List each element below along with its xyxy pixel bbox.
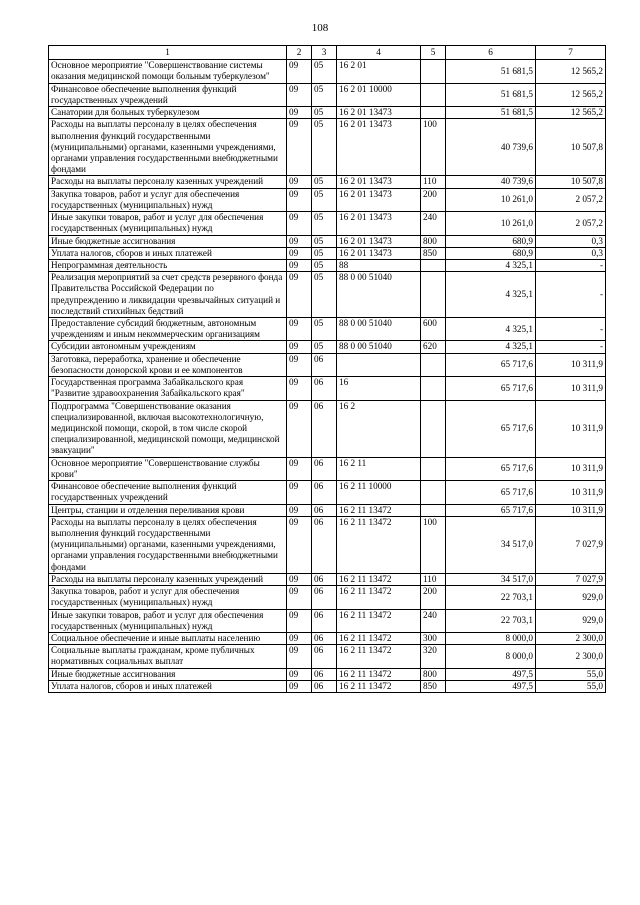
row-section: 09 [287,504,312,516]
row-target-item: 16 2 11 13472 [337,516,421,573]
row-section: 09 [287,586,312,609]
row-name: Расходы на выплаты персоналу в целях обеспечения выполнения функций государственными (муниципальными) органами, казенными учреждениями, органами управления государственными внебюджетными фондами [49,516,287,573]
row-target-item: 16 2 01 13473 [337,188,421,211]
row-target-item: 16 2 11 13472 [337,680,421,692]
row-expense-type: 100 [421,516,446,573]
row-expense-type [421,353,446,376]
row-expense-type: 100 [421,119,446,176]
table-row [49,632,606,644]
row-amount-2020: 2 300,0 [536,645,606,668]
row-amount-2019: 22 703,1 [446,609,536,632]
row-subsection: 05 [312,247,337,259]
row-section: 09 [287,341,312,353]
row-subsection: 05 [312,176,337,188]
row-expense-type: 800 [421,668,446,680]
row-section: 09 [287,668,312,680]
row-expense-type: 110 [421,176,446,188]
table-row [49,176,606,188]
row-expense-type: 200 [421,188,446,211]
row-amount-2019: 65 717,6 [446,481,536,504]
row-name: Государственная программа Забайкальского края "Развитие здравоохранения Забайкальского края" [49,377,287,400]
row-expense-type [421,60,446,83]
row-subsection: 06 [312,504,337,516]
row-amount-2019: 51 681,5 [446,107,536,119]
table-row [49,573,606,585]
page-number: 108 [311,22,329,34]
row-expense-type: 850 [421,680,446,692]
table-row [49,235,606,247]
row-target-item [337,353,421,376]
row-amount-2019: 40 739,6 [446,119,536,176]
row-amount-2019: 10 261,0 [446,212,536,235]
row-section: 09 [287,632,312,644]
row-section: 09 [287,60,312,83]
row-section: 09 [287,457,312,480]
row-amount-2019: 65 717,6 [446,504,536,516]
row-amount-2020: 2 057,2 [536,188,606,211]
row-name: Закупка товаров, работ и услуг для обеспечения государственных (муниципальных) нужд [49,586,287,609]
row-section: 09 [287,400,312,457]
row-target-item: 88 0 00 51040 [337,341,421,353]
row-name: Основное мероприятие "Совершенствование системы оказания медицинской помощи больным туберкулезом" [49,60,287,83]
row-name: Закупка товаров, работ и услуг для обеспечения государственных (муниципальных) нужд [49,188,287,211]
row-target-item: 16 [337,377,421,400]
row-expense-type [421,400,446,457]
row-subsection: 05 [312,341,337,353]
row-amount-2020: 10 311,9 [536,504,606,516]
row-section: 09 [287,609,312,632]
row-target-item: 16 2 11 10000 [337,481,421,504]
header-cell: 3 [312,46,337,60]
row-subsection: 06 [312,586,337,609]
row-target-item: 16 2 01 13473 [337,119,421,176]
table-row [49,481,606,504]
row-expense-type: 300 [421,632,446,644]
table-row [49,645,606,668]
row-name: Расходы на выплаты персоналу казенных учреждений [49,573,287,585]
row-amount-2019: 34 517,0 [446,516,536,573]
row-amount-2020: 7 027,9 [536,516,606,573]
row-amount-2020: 55,0 [536,668,606,680]
row-expense-type: 800 [421,235,446,247]
row-expense-type: 600 [421,318,446,341]
row-amount-2020: 10 311,9 [536,400,606,457]
row-section: 09 [287,516,312,573]
table-row [49,680,606,692]
table-row [49,377,606,400]
row-subsection: 05 [312,107,337,119]
row-target-item: 16 2 11 13472 [337,609,421,632]
row-section: 09 [287,247,312,259]
row-name: Непрограммная деятельность [49,259,287,271]
header-cell: 7 [536,46,606,60]
row-expense-type [421,259,446,271]
row-amount-2019: 51 681,5 [446,83,536,106]
row-subsection: 05 [312,318,337,341]
row-amount-2020: 12 565,2 [536,83,606,106]
row-name: Иные закупки товаров, работ и услуг для обеспечения государственных (муниципальных) нужд [49,212,287,235]
row-amount-2020: 10 507,8 [536,119,606,176]
table-row [49,60,606,83]
row-expense-type [421,83,446,106]
row-amount-2019: 10 261,0 [446,188,536,211]
row-name: Уплата налогов, сборов и иных платежей [49,680,287,692]
row-section: 09 [287,573,312,585]
row-amount-2020: 7 027,9 [536,573,606,585]
row-section: 09 [287,119,312,176]
row-name: Центры, станции и отделения переливания крови [49,504,287,516]
table-row [49,247,606,259]
row-name: Финансовое обеспечение выполнения функций государственных учреждений [49,481,287,504]
row-expense-type: 320 [421,645,446,668]
row-amount-2020: - [536,259,606,271]
row-expense-type [421,377,446,400]
row-section: 09 [287,107,312,119]
table-row [49,353,606,376]
table-row [49,188,606,211]
row-section: 09 [287,353,312,376]
row-subsection: 06 [312,680,337,692]
header-cell: 1 [49,46,287,60]
row-subsection: 05 [312,188,337,211]
table-row [49,668,606,680]
row-subsection: 05 [312,272,337,318]
row-amount-2020: 929,0 [536,586,606,609]
header-cell: 5 [421,46,446,60]
row-expense-type: 620 [421,341,446,353]
row-amount-2020: 10 507,8 [536,176,606,188]
row-subsection: 05 [312,212,337,235]
row-name: Предоставление субсидий бюджетным, автономным учреждениям и иным некоммерческим организациям [49,318,287,341]
row-subsection: 05 [312,119,337,176]
table-body [49,60,606,693]
table-row [49,516,606,573]
row-subsection: 06 [312,481,337,504]
row-name: Иные бюджетные ассигнования [49,235,287,247]
row-target-item: 16 2 11 13472 [337,573,421,585]
row-subsection: 06 [312,457,337,480]
row-amount-2019: 51 681,5 [446,60,536,83]
row-amount-2019: 65 717,6 [446,353,536,376]
row-name: Иные бюджетные ассигнования [49,668,287,680]
row-amount-2019: 497,5 [446,680,536,692]
row-amount-2019: 34 517,0 [446,573,536,585]
table-row [49,504,606,516]
row-section: 09 [287,259,312,271]
row-amount-2020: 2 057,2 [536,212,606,235]
row-amount-2019: 497,5 [446,668,536,680]
row-name: Санатории для больных туберкулезом [49,107,287,119]
row-target-item: 88 [337,259,421,271]
row-amount-2020: 0,3 [536,247,606,259]
row-target-item: 16 2 01 13473 [337,235,421,247]
row-subsection: 06 [312,516,337,573]
table-row [49,259,606,271]
row-expense-type [421,504,446,516]
row-target-item: 16 2 [337,400,421,457]
row-section: 09 [287,481,312,504]
table-row [49,83,606,106]
row-amount-2019: 680,9 [446,247,536,259]
table-row [49,400,606,457]
row-amount-2020: 10 311,9 [536,377,606,400]
header-cell: 2 [287,46,312,60]
table-row [49,119,606,176]
row-section: 09 [287,318,312,341]
row-target-item: 88 0 00 51040 [337,318,421,341]
row-expense-type [421,107,446,119]
row-name: Субсидии автономным учреждениям [49,341,287,353]
table-row [49,457,606,480]
row-name: Социальное обеспечение и иные выплаты населению [49,632,287,644]
row-subsection: 06 [312,400,337,457]
row-name: Подпрограмма "Совершенствование оказания специализированной, включая высокотехнологичную, медицинской помощи, скорой, в том числе скорой специализированной, медицинской помощи, медицинской эвакуации" [49,400,287,457]
row-name: Основное мероприятие "Совершенствование службы крови" [49,457,287,480]
row-amount-2019: 22 703,1 [446,586,536,609]
row-amount-2019: 4 325,1 [446,318,536,341]
row-section: 09 [287,212,312,235]
row-subsection: 06 [312,632,337,644]
row-amount-2020: 929,0 [536,609,606,632]
row-section: 09 [287,235,312,247]
row-target-item: 16 2 01 13473 [337,176,421,188]
row-amount-2020: 12 565,2 [536,107,606,119]
row-amount-2019: 4 325,1 [446,259,536,271]
table-row [49,609,606,632]
row-target-item: 16 2 11 13472 [337,645,421,668]
row-subsection: 05 [312,259,337,271]
row-expense-type [421,457,446,480]
row-target-item: 16 2 11 [337,457,421,480]
row-amount-2020: 10 311,9 [536,353,606,376]
row-target-item: 88 0 00 51040 [337,272,421,318]
row-target-item: 16 2 01 10000 [337,83,421,106]
row-amount-2020: 10 311,9 [536,481,606,504]
row-expense-type: 240 [421,212,446,235]
row-amount-2019: 65 717,6 [446,377,536,400]
row-subsection: 05 [312,83,337,106]
row-amount-2019: 4 325,1 [446,272,536,318]
row-subsection: 06 [312,645,337,668]
row-name: Заготовка, переработка, хранение и обеспечение безопасности донорской крови и ее компонентов [49,353,287,376]
row-section: 09 [287,83,312,106]
row-section: 09 [287,188,312,211]
row-target-item: 16 2 11 13472 [337,632,421,644]
row-amount-2020: 12 565,2 [536,60,606,83]
header-cell: 6 [446,46,536,60]
table-row [49,272,606,318]
row-amount-2020: 55,0 [536,680,606,692]
row-target-item: 16 2 01 13473 [337,247,421,259]
row-subsection: 06 [312,573,337,585]
row-subsection: 06 [312,609,337,632]
row-amount-2019: 4 325,1 [446,341,536,353]
row-expense-type: 850 [421,247,446,259]
row-expense-type: 200 [421,586,446,609]
row-amount-2019: 680,9 [446,235,536,247]
row-name: Социальные выплаты гражданам, кроме публичных нормативных социальных выплат [49,645,287,668]
row-name: Иные закупки товаров, работ и услуг для обеспечения государственных (муниципальных) нужд [49,609,287,632]
table-row [49,212,606,235]
table-header-row [49,46,606,60]
row-amount-2020: 10 311,9 [536,457,606,480]
row-amount-2019: 65 717,6 [446,457,536,480]
row-expense-type [421,272,446,318]
table-row [49,318,606,341]
row-section: 09 [287,377,312,400]
row-subsection: 05 [312,60,337,83]
header-cell: 4 [337,46,421,60]
row-target-item: 16 2 11 13472 [337,668,421,680]
row-subsection: 06 [312,377,337,400]
row-target-item: 16 2 01 [337,60,421,83]
row-amount-2019: 8 000,0 [446,632,536,644]
budget-table [48,45,606,693]
row-amount-2020: - [536,272,606,318]
row-expense-type [421,481,446,504]
row-amount-2019: 8 000,0 [446,645,536,668]
row-amount-2019: 65 717,6 [446,400,536,457]
row-name: Финансовое обеспечение выполнения функций государственных учреждений [49,83,287,106]
row-section: 09 [287,645,312,668]
row-name: Расходы на выплаты персоналу в целях обеспечения выполнения функций государственными (муниципальными) органами, казенными учреждениями, органами управления государственными внебюджетными фондами [49,119,287,176]
row-target-item: 16 2 01 13473 [337,212,421,235]
row-subsection: 06 [312,353,337,376]
row-name: Уплата налогов, сборов и иных платежей [49,247,287,259]
table-row [49,586,606,609]
row-section: 09 [287,680,312,692]
table-row [49,341,606,353]
row-amount-2020: - [536,318,606,341]
row-expense-type: 110 [421,573,446,585]
row-subsection: 06 [312,668,337,680]
row-target-item: 16 2 11 13472 [337,586,421,609]
row-expense-type: 240 [421,609,446,632]
row-section: 09 [287,176,312,188]
row-amount-2019: 40 739,6 [446,176,536,188]
row-name: Расходы на выплаты персоналу казенных учреждений [49,176,287,188]
row-target-item: 16 2 01 13473 [337,107,421,119]
row-amount-2020: 2 300,0 [536,632,606,644]
row-target-item: 16 2 11 13472 [337,504,421,516]
row-section: 09 [287,272,312,318]
row-amount-2020: - [536,341,606,353]
row-subsection: 05 [312,235,337,247]
table-row [49,107,606,119]
row-amount-2020: 0,3 [536,235,606,247]
row-name: Реализация мероприятий за счет средств резервного фонда Правительства Российской Федерации по предупреждению и ликвидации чрезвычайных ситуаций и последствий стихийных бедствий [49,272,287,318]
